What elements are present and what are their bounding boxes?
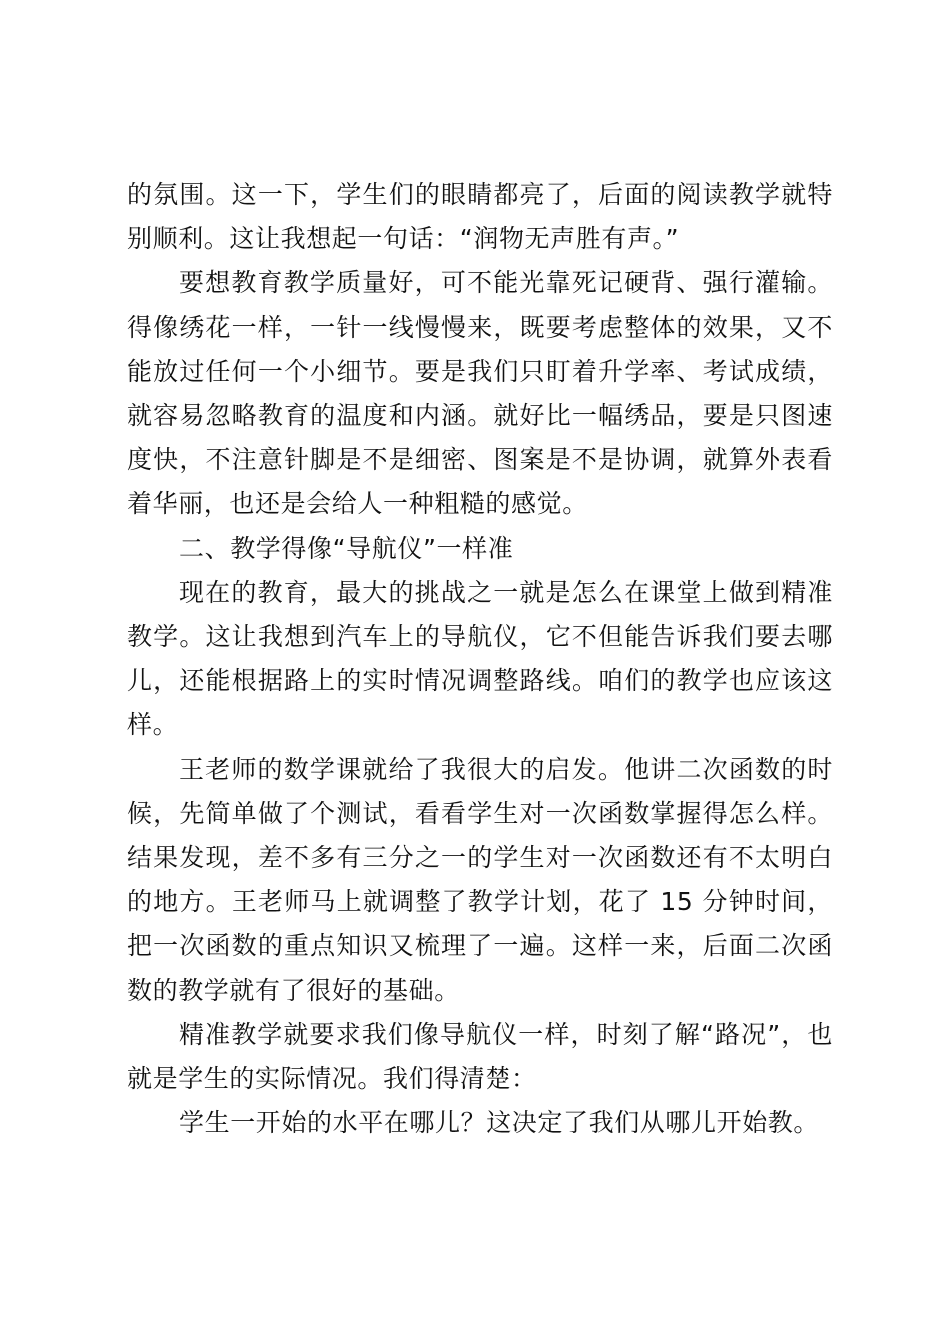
paragraph-continued: 的氛围。这一下，学生们的眼睛都亮了，后面的阅读教学就特别顺利。这让我想起一句话：“润物无声胜有声。” <box>127 180 833 254</box>
document-body <box>127 173 833 1145</box>
paragraph-teacher-wang: 王老师的数学课就给了我很大的启发。他讲二次函数的时候，先简单做了个测试，看看学生对一次函数掌握得怎么样。结果发现，差不多有三分之一的学生对一次函数还有不太明白的地方。王老师马上就调整了教学计划，花了 15 分钟时间，把一次函数的重点知识又梳理了一遍。这样一来，后面二次函数的教学就有了很好的基础。 <box>127 754 833 1005</box>
paragraph-embroidery: 要想教育教学质量好，可不能光靠死记硬背、强行灌输。得像绣花一样，一针一线慢慢来，既要考虑整体的效果，又不能放过任何一个小细节。要是我们只盯着升学率、考试成绩，就容易忽略教育的温度和内涵。就好比一幅绣品，要是只图速度快，不注意针脚是不是细密、图案是不是协调，就算外表看着华丽，也还是会给人一种粗糙的感觉。 <box>127 268 833 519</box>
paragraph-road-conditions: 精准教学就要求我们像导航仪一样，时刻了解“路况”，也就是学生的实际情况。我们得清楚： <box>127 1019 833 1094</box>
paragraph-precise-teaching: 现在的教育，最大的挑战之一就是怎么在课堂上做到精准教学。这让我想到汽车上的导航仪，它不但能告诉我们要去哪儿，还能根据路上的实时情况调整路线。咱们的教学也应该这样。 <box>127 577 833 740</box>
paragraph-starting-level: 学生一开始的水平在哪儿？这决定了我们从哪儿开始教。 <box>179 1108 820 1138</box>
section-heading: 二、教学得像“导航仪”一样准 <box>179 533 514 563</box>
